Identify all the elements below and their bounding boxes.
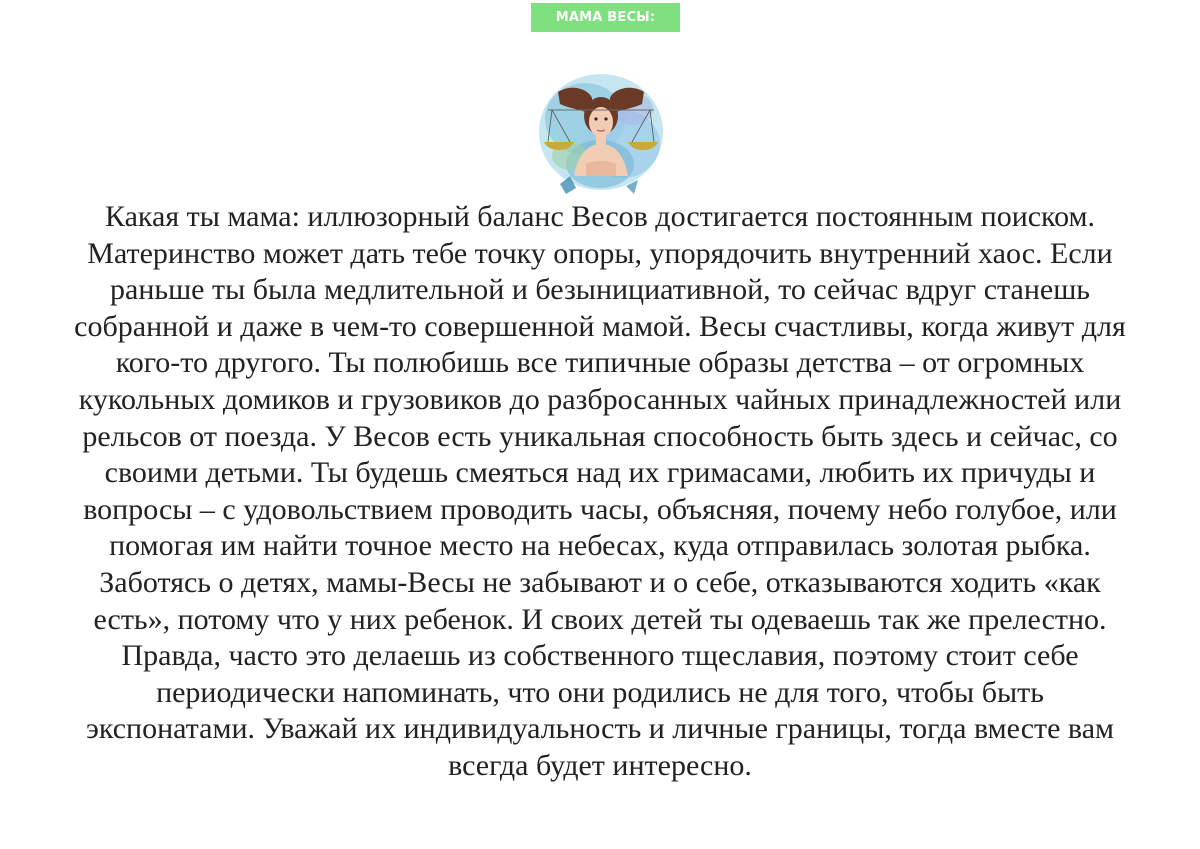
article-line: своими детьми. Ты будешь смеяться над их гримасами, любить их причуды и	[104, 456, 1096, 490]
article-line: Материнство может дать тебе точку опоры, упорядочить внутренний хаос. Если	[87, 236, 1113, 270]
article-line: экспонатами. Уважай их индивидуальность и личные границы, тогда вместе вам	[86, 712, 1114, 746]
article-line: рельсов от поезда. У Весов есть уникальная способность быть здесь и сейчас, со	[82, 419, 1118, 453]
article-line: собранной и даже в чем-то совершенной мамой. Весы счастливы, когда живут для	[74, 309, 1126, 343]
article-line: есть», потому что у них ребенок. И своих детей ты одеваешь так же прелестно.	[93, 602, 1107, 636]
article-text	[0, 199, 1200, 785]
article-line: помогая им найти точное место на небесах, куда отправилась золотая рыбка.	[109, 529, 1091, 563]
article-line: Правда, часто это делаешь из собственного тщеславия, поэтому стоит себе	[121, 639, 1079, 673]
section-badge: МАМА ВЕСЫ:	[531, 3, 680, 32]
article-line: всегда будет интересно.	[448, 748, 752, 782]
article-line: вопросы – с удовольствием проводить часы, объясняя, почему небо голубое, или	[83, 492, 1117, 526]
article-line: Какая ты мама: иллюзорный баланс Весов достигается постоянным поиском.	[104, 200, 1096, 233]
article-line: кукольных домиков и грузовиков до разбросанных чайных принадлежностей или	[78, 382, 1122, 416]
article-line: кого-то другого. Ты полюбишь все типичные образы детства – от огромных	[115, 346, 1085, 380]
libra-zodiac-illustration-icon	[530, 64, 672, 206]
article-line: периодически напоминать, что они родились не для того, чтобы быть	[156, 675, 1044, 709]
article-line: раньше ты была медлительной и безынициативной, то сейчас вдруг станешь	[110, 273, 1090, 307]
article-line: Заботясь о детях, мамы-Весы не забывают и о себе, отказываются ходить «как	[99, 565, 1101, 599]
